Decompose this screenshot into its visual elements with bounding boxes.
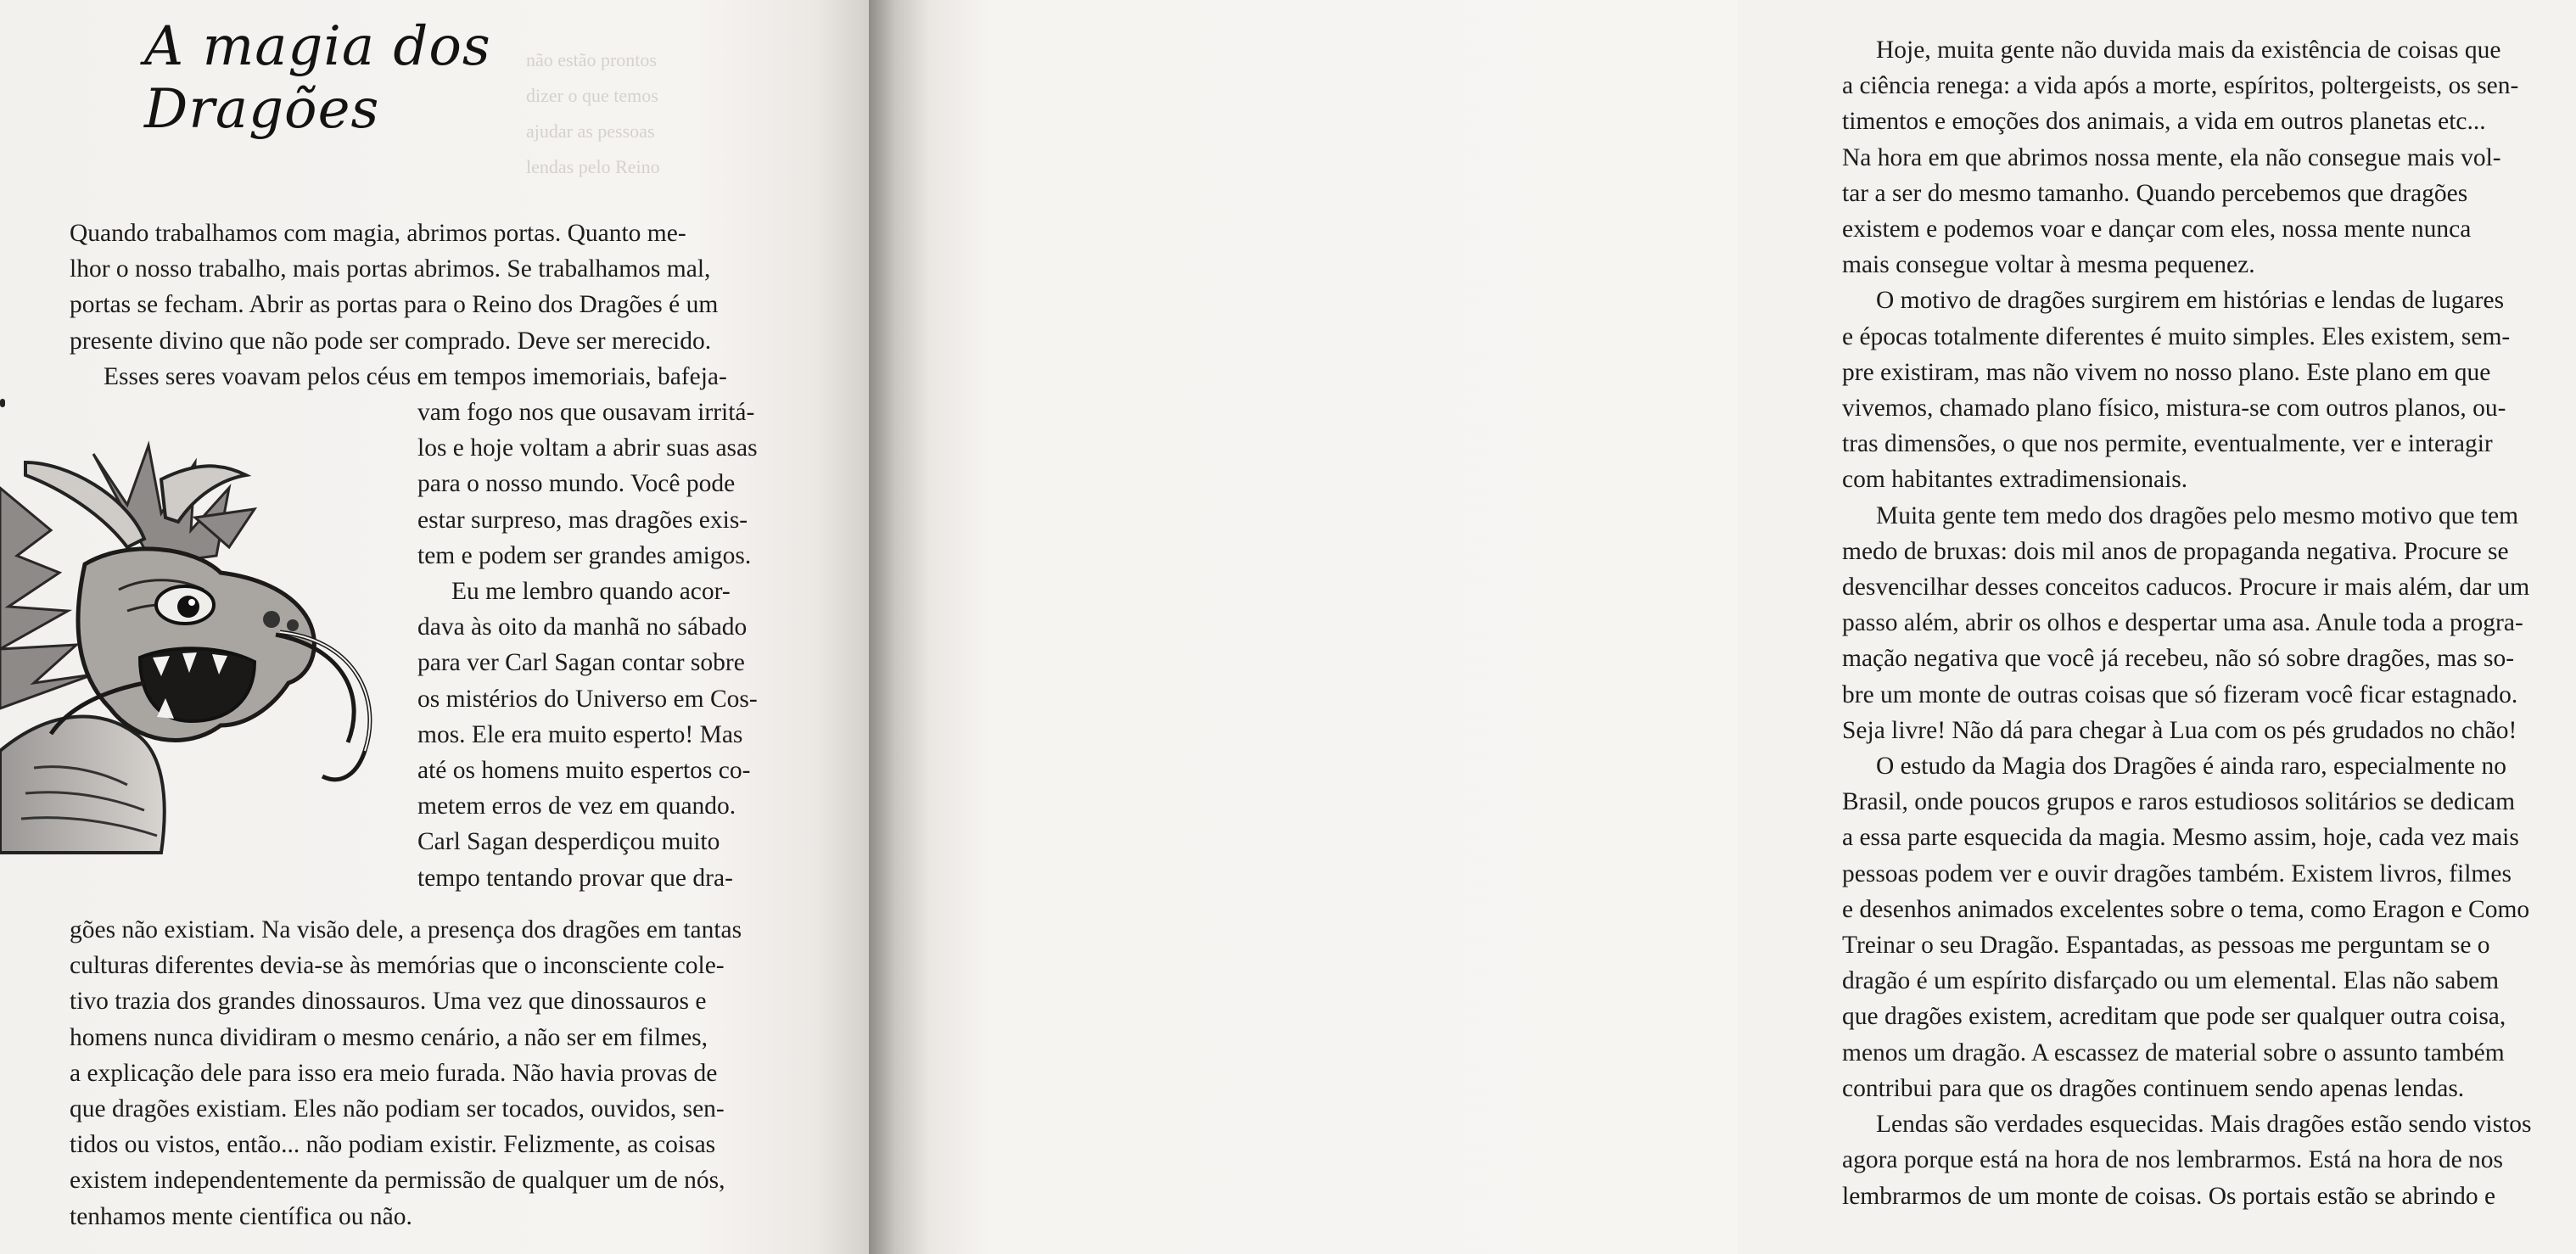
text-line: pessoas podem ver e ouvir dragões também. Existem livros, filmes (1842, 859, 2512, 887)
text-line: desvencilhar desses conceitos caducos. Procure ir mais além, dar um (1842, 574, 2530, 602)
text-line: dava às oito da manhã no sábado (417, 613, 748, 641)
text-line: com habitantes extradimensionais. (1842, 466, 2188, 494)
text-line: tar a ser do mesmo tamanho. Quando percebemos que dragões (1842, 179, 2468, 207)
text-line: O estudo da Magia dos Dragões é ainda raro, especialmente no (1876, 753, 2506, 781)
text-line: Eu me lembro quando acor- (451, 578, 731, 606)
text-line: timentos e emoções dos animais, a vida em outros planetas etc... (1842, 108, 2486, 136)
text-line: a ciência renega: a vida após a morte, espíritos, poltergeists, os sen- (1842, 72, 2519, 100)
dragon-head-illustration (0, 428, 390, 853)
text-line: e épocas totalmente diferentes é muito simples. Eles existem, sem- (1842, 322, 2511, 350)
text-line: Treinar o seu Dragão. Espantadas, as pessoas me perguntam se o (1842, 932, 2490, 960)
text-line: a essa parte esquecida da magia. Mesmo assim, hoje, cada vez mais (1842, 824, 2519, 852)
text-line: tempo tentando provar que dra- (417, 864, 733, 892)
text-line: lhor o nosso trabalho, mais portas abrimos. Se trabalhamos mal, (70, 255, 711, 283)
text-line: Seja livre! Não dá para chegar à Lua com os pés grudados no chão! (1842, 716, 2517, 744)
bleed-line: ajudar as pessoas (526, 120, 655, 142)
text-line: los e hoje voltam a abrir suas asas (417, 434, 758, 462)
text-line: estar surpreso, mas dragões exis- (417, 506, 748, 534)
text-line: Hoje, muita gente não duvida mais da existência de coisas que (1876, 36, 2501, 64)
text-line: lembrarmos de um monte de coisas. Os portais estão se abrindo e (1842, 1182, 2496, 1210)
text-line: tidos ou vistos, então... não podiam existir. Felizmente, as coisas (70, 1131, 716, 1159)
text-line: culturas diferentes devia-se às memórias que o inconsciente cole- (70, 952, 725, 980)
bleed-line: lendas pelo Reino (526, 156, 660, 177)
text-line: homens nunca dividiram o mesmo cenário, a não ser em filmes, (70, 1023, 708, 1051)
text-line: gões não existiam. Na visão dele, a presença dos dragões em tantas (70, 916, 742, 943)
dragon-neck (0, 717, 165, 853)
text-line: vivemos, chamado plano físico, mistura-se com outros planos, ou- (1842, 395, 2506, 423)
text-line: que dragões existem, acreditam que pode ser qualquer outra coisa, (1842, 1003, 2506, 1031)
text-line: passo além, abrir os olhos e despertar uma asa. Anule toda a progra- (1842, 609, 2523, 637)
text-line: mação negativa que você já recebeu, não só sobre dragões, mas so- (1842, 645, 2515, 673)
text-line: dragão é um espírito disfarçado ou um elemental. Elas não sabem (1842, 967, 2500, 995)
text-line: vam fogo nos que ousavam irritá- (417, 399, 755, 426)
text-line: tem e podem ser grandes amigos. (417, 541, 752, 569)
text-line: Na hora em que abrimos nossa mente, ela não consegue mais vol- (1842, 143, 2501, 171)
text-line: para ver Carl Sagan contar sobre (417, 649, 745, 677)
text-line: menos um dragão. A escassez de material sobre o assunto também (1842, 1038, 2505, 1066)
dragon-nostril (263, 611, 280, 628)
text-line: metem erros de vez em quando. (417, 792, 736, 820)
text-line: tenhamos mente científica ou não. (70, 1202, 412, 1230)
chapter-title: A magia dos Dragões (144, 15, 491, 141)
text-line: existem independentemente da permissão de qualquer um de nós, (70, 1167, 725, 1195)
text-line: Quando trabalhamos com magia, abrimos portas. Quanto me- (70, 220, 686, 247)
text-line: Muita gente tem medo dos dragões pelo mesmo motivo que tem (1876, 501, 2519, 529)
left-page (0, 0, 869, 1254)
text-line: até os homens muito espertos co- (417, 757, 751, 785)
text-line: mos. Ele era muito esperto! Mas (417, 720, 743, 748)
text-line: tras dimensões, o que nos permite, eventualmente, ver e interagir (1842, 430, 2493, 458)
text-line: a explicação dele para isso era meio furada. Não havia provas de (70, 1059, 718, 1087)
right-text (1842, 32, 2576, 1214)
bleed-line: não estão prontos (526, 49, 657, 70)
text-line: Carl Sagan desperdiçou muito (417, 828, 720, 856)
text-line: Esses seres voavam pelos céus em tempos imemoriais, bafeja- (104, 362, 727, 390)
left-text-bottom (70, 912, 801, 1234)
text-line: os mistérios do Universo em Cos- (417, 685, 758, 713)
text-line: bre um monte de outras coisas que só fizeram você ficar estagnado. (1842, 680, 2518, 708)
left-text-top (70, 216, 801, 395)
dragon-nostril (287, 619, 299, 631)
text-line: presente divino que não pode ser comprado. Deve ser merecido. (70, 327, 712, 355)
right-page (869, 0, 2532, 1254)
text-line: que dragões existiam. Eles não podiam ser tocados, ouvidos, sen- (70, 1095, 725, 1123)
text-line: Lendas são verdades esquecidas. Mais dragões estão sendo vistos (1876, 1111, 2532, 1139)
bleed-line: dizer o que temos (526, 85, 658, 106)
text-line: O motivo de dragões surgirem em histórias e lendas de lugares (1876, 287, 2505, 315)
left-text-wrap (417, 395, 801, 896)
text-line: e desenhos animados excelentes sobre o tema, como Eragon e Como (1842, 895, 2530, 923)
text-line: para o nosso mundo. Você pode (417, 470, 736, 498)
margin-mark (0, 399, 5, 407)
text-line: medo de bruxas: dois mil anos de propaganda negativa. Procure se (1842, 537, 2509, 565)
text-line: pre existiram, mas não vivem no nosso plano. Este plano em que (1842, 358, 2491, 386)
text-line: Brasil, onde poucos grupos e raros estudiosos solitários se dedicam (1842, 788, 2516, 816)
text-line: mais consegue voltar à mesma pequenez. (1842, 251, 2255, 279)
text-line: agora porque está na hora de nos lembrarmos. Está na hora de nos (1842, 1146, 2504, 1174)
dragon-eye (156, 586, 214, 624)
text-line: tivo trazia dos grandes dinossauros. Uma vez que dinossauros e (70, 988, 707, 1016)
text-line: contribui para que os dragões continuem sendo apenas lendas. (1842, 1074, 2465, 1102)
text-line: portas se fecham. Abrir as portas para o Reino dos Dragões é um (70, 291, 719, 319)
text-line: existem e podemos voar e dançar com eles, nossa mente nunca (1842, 216, 2472, 244)
